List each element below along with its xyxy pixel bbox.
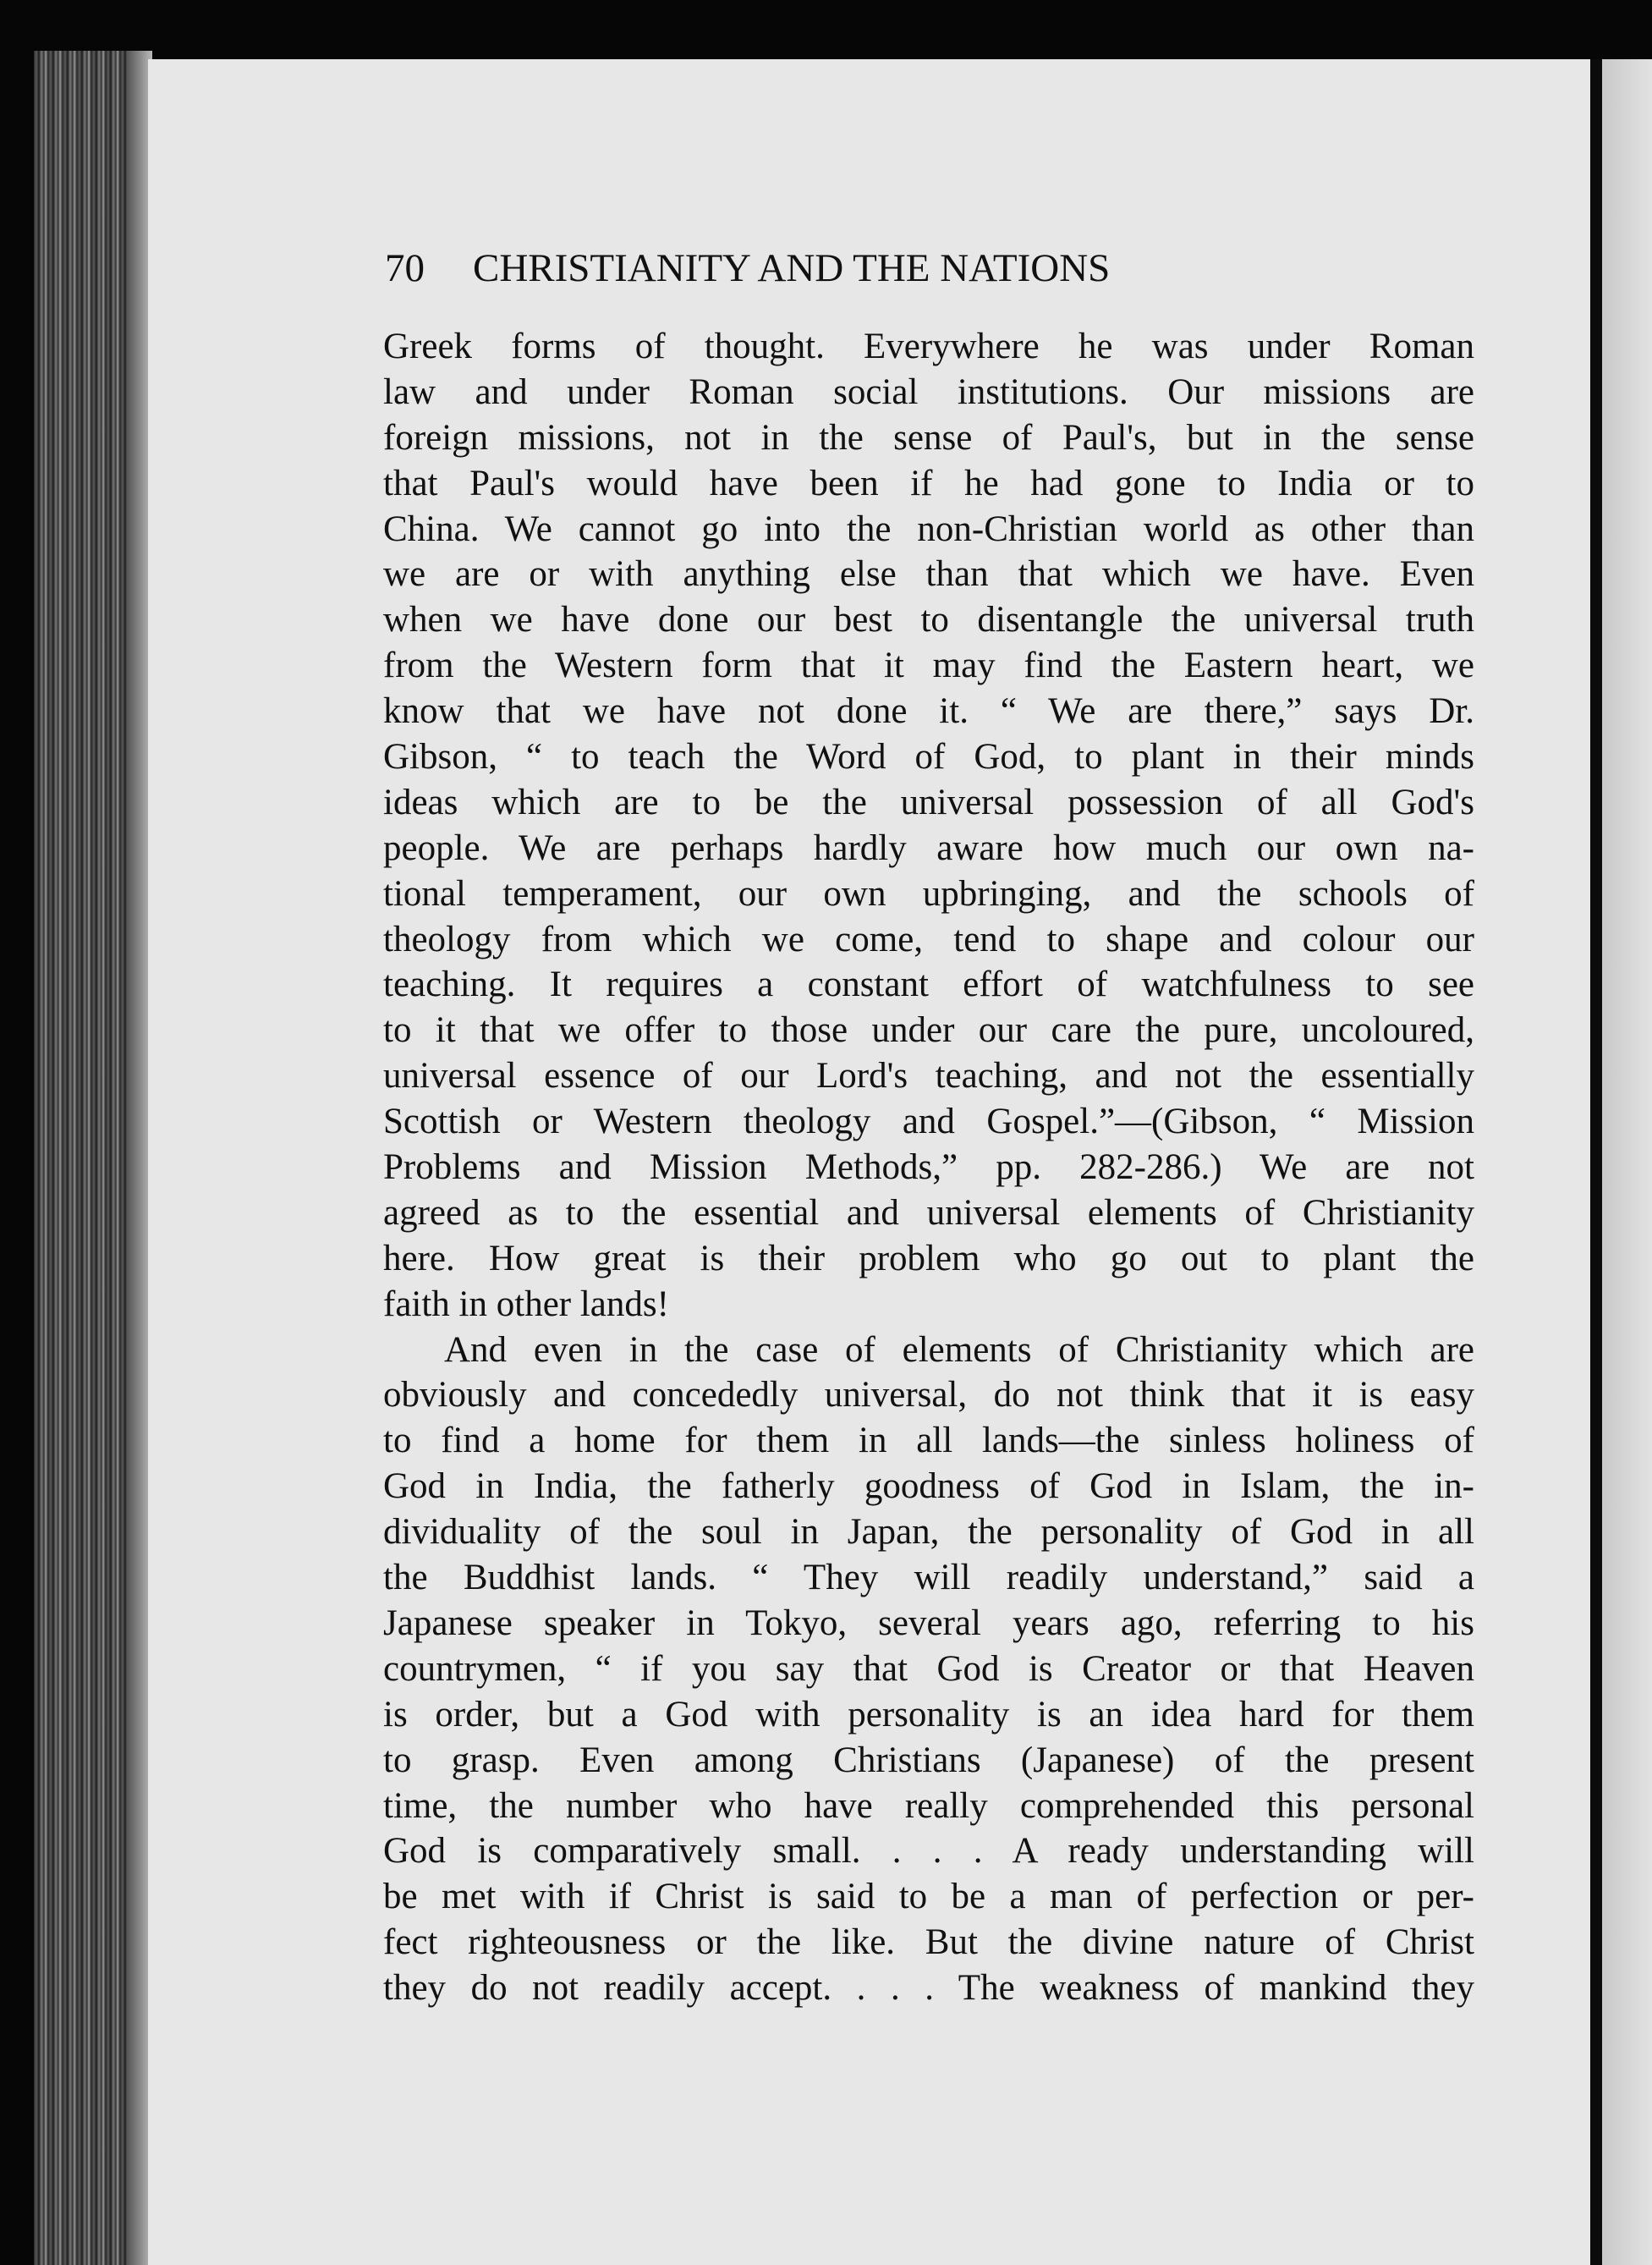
text-line: And even in the case of elements of Christianity which are [444,1329,1474,1370]
text-line: God is comparatively small. . . . A ready understanding will [383,1831,1474,1872]
page-right-edge [1590,59,1602,2265]
text-line: Greek forms of thought. Everywhere he was under Roman [383,327,1474,366]
text-line: China. We cannot go into the non-Christian world as other than [383,509,1474,549]
body-text [383,324,1474,2011]
paragraph [383,324,1474,1328]
text-line: Problems and Mission Methods,” pp. 282-286.) We are not [383,1147,1474,1188]
facing-page-edge [1602,59,1652,2265]
paragraph [383,1328,1474,2011]
text-line: here. How great is their problem who go out to plant the [383,1238,1474,1278]
text-line: God in India, the fatherly goodness of God in Islam, the in- [383,1466,1474,1507]
text-line: law and under Roman social institutions. Our missions are [383,371,1474,412]
text-line: fect righteousness or the like. But the divine nature of Christ [383,1922,1474,1963]
running-title: CHRISTIANITY AND THE NATIONS [473,246,1111,290]
text-line: agreed as to the essential and universal elements of Christianity [383,1192,1474,1233]
text-line: universal essence of our Lord's teaching, and not the essentially [383,1056,1474,1097]
text-line: they do not readily accept. . . . The weakness of mankind they [383,1968,1474,2009]
text-line: to grasp. Even among Christians (Japanese) of the present [383,1740,1474,1780]
text-line: we are or with anything else than that which we have. Even [383,554,1474,595]
book-binding [34,51,135,2265]
text-line: faith in other lands! [383,1284,669,1324]
text-line: when we have done our best to disentangle the universal truth [383,600,1474,640]
text-line: obviously and concededly universal, do not think that it is easy [383,1375,1474,1416]
text-line: that Paul's would have been if he had gone to India or to [383,463,1474,503]
text-line: people. We are perhaps hardly aware how much our own na- [383,827,1474,868]
text-line: be met with if Christ is said to be a man of perfection or per- [383,1877,1474,1917]
text-line: to it that we offer to those under our care the pure, uncoloured, [383,1010,1474,1051]
running-head [385,245,1476,291]
text-line: foreign missions, not in the sense of Paul's, but in the sense [383,417,1474,458]
text-line: Japanese speaker in Tokyo, several years ago, referring to his [383,1603,1474,1643]
text-line: teaching. It requires a constant effort of watchfulness to see [383,965,1474,1005]
text-line: Gibson, “ to teach the Word of God, to plant in their minds [383,737,1474,778]
top-border [0,0,1652,61]
text-line: the Buddhist lands. “ They will readily understand,” said a [383,1558,1474,1598]
text-line: time, the number who have really comprehended this personal [383,1785,1474,1826]
text-line: countrymen, “ if you say that God is Creator or that Heaven [383,1648,1474,1689]
text-line: know that we have not done it. “ We are there,” says Dr. [383,691,1474,732]
text-line: is order, but a God with personality is an idea hard for them [383,1694,1474,1734]
text-line: ideas which are to be the universal possession of all God's [383,782,1474,822]
page-number: 70 [385,246,425,290]
text-line: dividuality of the soul in Japan, the personality of God in all [383,1512,1474,1553]
text-line: Scottish or Western theology and Gospel.”—(Gibson, “ Mission [383,1102,1474,1142]
text-line: to find a home for them in all lands—the sinless holiness of [383,1421,1474,1461]
text-line: from the Western form that it may find the Eastern heart, we [383,646,1474,686]
text-line: tional temperament, our own upbringing, and the schools of [383,873,1474,914]
text-line: theology from which we come, tend to shape and colour our [383,919,1474,959]
